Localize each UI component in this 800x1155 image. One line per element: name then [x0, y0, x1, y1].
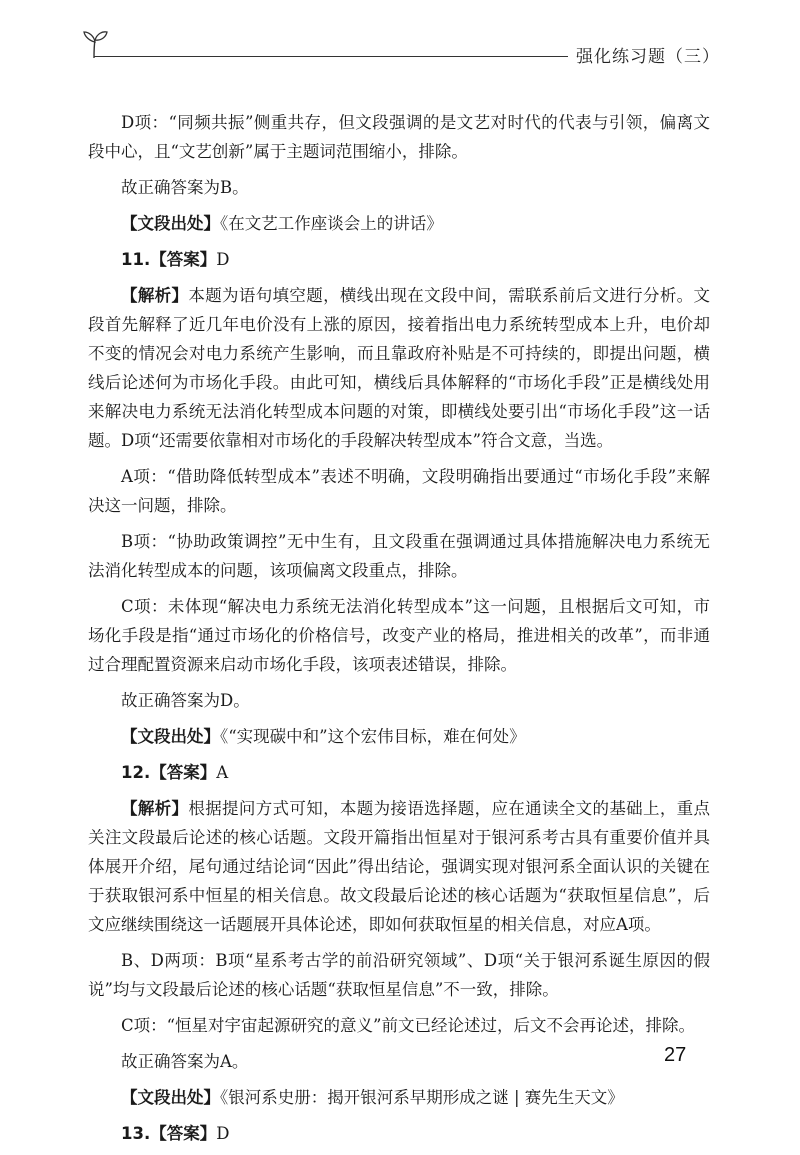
paragraph-analysis-12: 【解析】根据提问方式可知，本题为接语选择题，应在通读全文的基础上，重点关注文段最后论述的核心话题。文段开篇指出恒星对于银河系考古具有重要价值并具体展开介绍，尾句通过结论词“因此”得出结论，强调实现对银河系全面认识的关键在于获取银河系中恒星的相关信息。故文段最后论述的核心话题为“获取恒星信息”，后文应继续围绕这一话题展开具体论述，即如何获取恒星的相关信息，对应A项。: [88, 799, 711, 934]
paragraph-a-option-11: A项：“借助降低转型成本”表述不明确，文段明确指出要通过“市场化手段”来解决这一问题，排除。: [88, 467, 710, 515]
paragraph-c-option-12: C项：“恒星对宇宙起源研究的意义”前文已经论述过，后文不会再论述，排除。: [121, 1016, 695, 1035]
header-title: 强化练习题（三）: [576, 47, 720, 67]
paragraph-answer-11: 11.【答案】D: [121, 250, 230, 269]
paragraph-answer-conclusion-11: 故正确答案为D。: [121, 691, 250, 710]
paragraph-answer-13: 13.【答案】D: [121, 1124, 230, 1143]
paragraph-answer-conclusion: 故正确答案为B。: [121, 178, 249, 197]
paragraph-source: 【文段出处】《在文艺工作座谈会上的讲话》: [121, 214, 443, 233]
paragraph-source-12: 【文段出处】《银河系史册：揭开银河系早期形成之谜 | 赛先生天文》: [121, 1088, 624, 1107]
paragraph-answer-conclusion-12: 故正确答案为A。: [121, 1052, 249, 1071]
paragraph-bd-options-12: B、D两项：B项“星系考古学的前沿研究领域”、D项“关于银河系诞生原因的假说”均与文段最后论述的核心话题“获取恒星信息”不一致，排除。: [88, 951, 710, 999]
paragraph-answer-12: 12.【答案】A: [121, 763, 229, 782]
page-number: 27: [664, 1044, 687, 1066]
paragraph-source-11: 【文段出处】《“实现碳中和”这个宏伟目标，难在何处》: [121, 727, 526, 746]
page-header: [80, 28, 720, 78]
paragraph-analysis-11: 【解析】本题为语句填空题，横线出现在文段中间，需联系前后文进行分析。文段首先解释了近几年电价没有上涨的原因，接着指出电力系统转型成本上升，电价却不变的情况会对电力系统产生影响，而且靠政府补贴是不可持续的，即提出问题，横线后论述何为市场化手段。由此可知，横线后具体解释的“市场化手段”正是横线处用来解决电力系统无法消化转型成本问题的对策，即横线处要引出“市场化手段”这一话题。D项“还需要依靠相对市场化的手段解决转型成本”符合文意，当选。: [88, 286, 711, 450]
answer-explanations: [88, 108, 710, 1155]
header-rule: [94, 56, 568, 57]
paragraph-b-option-11: B项：“协助政策调控”无中生有，且文段重在强调通过具体措施解决电力系统无法消化转型成本的问题，该项偏离文段重点，排除。: [88, 532, 710, 580]
paragraph-d-option-analysis: D项：“同频共振”侧重共存，但文段强调的是文艺对时代的代表与引领，偏离文段中心，且“文艺创新”属于主题词范围缩小，排除。: [88, 113, 710, 161]
paragraph-c-option-11: C项：未体现“解决电力系统无法消化转型成本”这一问题，且根据后文可知，市场化手段是指“通过市场化的价格信号，改变产业的格局，推进相关的改革”，而非通过合理配置资源来启动市场化手段，该项表述错误，排除。: [88, 597, 710, 674]
